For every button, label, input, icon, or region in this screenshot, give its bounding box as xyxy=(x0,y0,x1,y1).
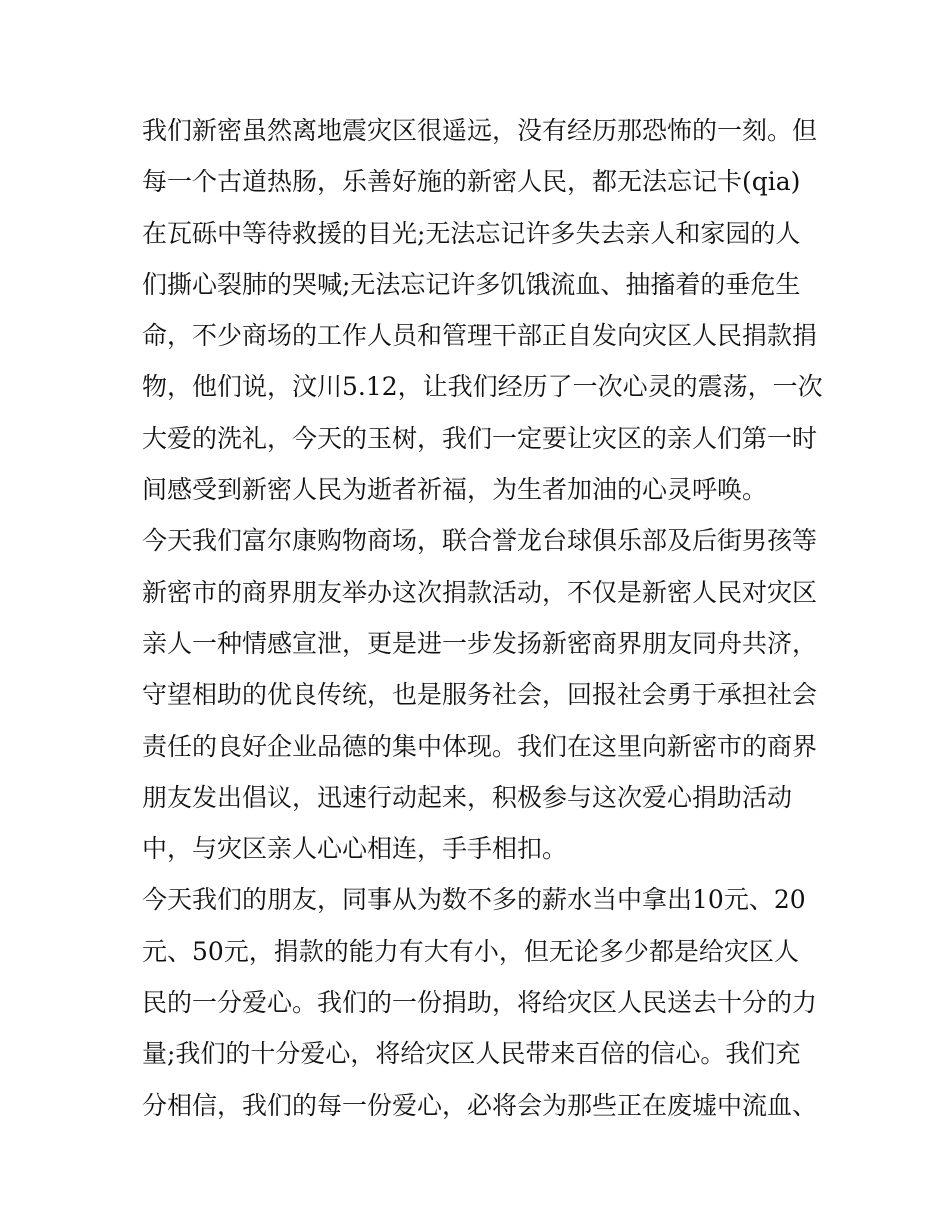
document-body xyxy=(142,105,822,1131)
text-line: 物，他们说，汶川5.12，让我们经历了一次心灵的震荡，一次 xyxy=(142,372,823,402)
text-line: 亲人一种情感宣泄，更是进一步发扬新密商界朋友同舟共济， xyxy=(142,628,818,658)
text-line: 分相信，我们的每一份爱心，必将会为那些正在废墟中流血、 xyxy=(142,1090,818,1120)
text-line: 量;我们的十分爱心，将给灾区人民带来百倍的信心。我们充 xyxy=(142,1039,801,1069)
text-line: 朋友发出倡议，迅速行动起来，积极参与这次爱心捐助活动 xyxy=(142,782,793,812)
text-line: 守望相助的优良传统，也是服务社会，回报社会勇于承担社会 xyxy=(142,680,818,710)
text-line: 在瓦砾中等待救援的目光;无法忘记许多失去亲人和家园的人 xyxy=(142,218,801,248)
text-line: 新密市的商界朋友举办这次捐款活动，不仅是新密人民对灾区 xyxy=(142,577,818,607)
text-line: 每一个古道热肠，乐善好施的新密人民，都无法忘记卡(qia) xyxy=(142,167,801,197)
text-line: 元、50元，捐款的能力有大有小，但无论多少都是给灾区人 xyxy=(142,936,799,966)
text-line: 中，与灾区亲人心心相连，手手相扣。 xyxy=(142,834,568,864)
text-line: 间感受到新密人民为逝者祈福，为生者加油的心灵呼唤。 xyxy=(142,475,768,505)
text-line: 我们新密虽然离地震灾区很遥远，没有经历那恐怖的一刻。但 xyxy=(142,116,818,145)
text-line: 今天我们的朋友，同事从为数不多的薪水当中拿出10元、20 xyxy=(142,885,806,915)
text-line: 民的一分爱心。我们的一份捐助，将给灾区人民送去十分的力 xyxy=(142,988,818,1018)
text-line: 大爱的洗礼，今天的玉树，我们一定要让灾区的亲人们第一时 xyxy=(142,423,818,453)
text-line: 命，不少商场的工作人员和管理干部正自发向灾区人民捐款捐 xyxy=(142,321,818,351)
text-line: 们撕心裂肺的哭喊;无法忘记许多饥饿流血、抽搐着的垂危生 xyxy=(142,269,801,299)
text-line: 责任的良好企业品德的集中体现。我们在这里向新密市的商界 xyxy=(142,731,818,761)
text-line: 今天我们富尔康购物商场，联合誉龙台球俱乐部及后街男孩等 xyxy=(142,526,818,556)
